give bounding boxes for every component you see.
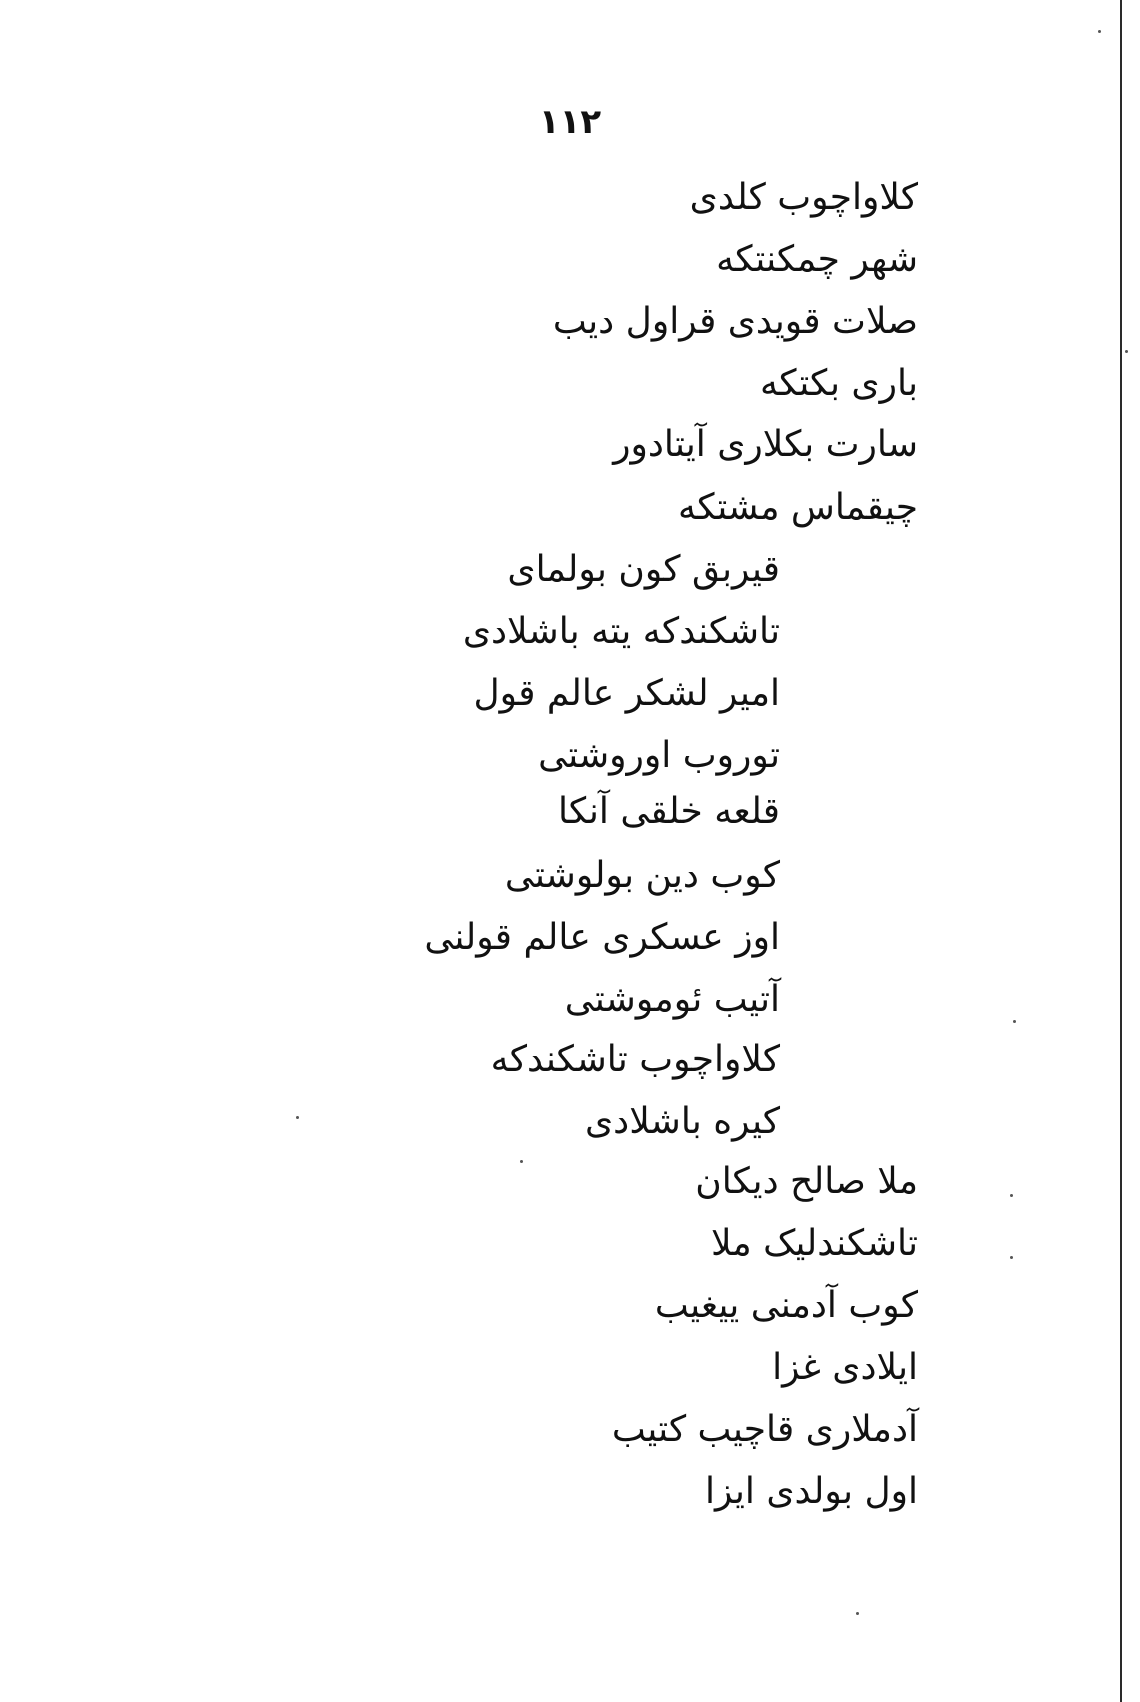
scan-speck bbox=[296, 1116, 299, 1119]
verse-line: شهر چمکنتکه bbox=[716, 239, 918, 280]
verse-line: اوز عسکری عالم قولنی bbox=[424, 917, 780, 958]
verse-line: ایلادی غزا bbox=[772, 1347, 918, 1388]
scan-speck bbox=[1010, 1194, 1013, 1197]
verse-line: کلاواچوب تاشکندکه bbox=[490, 1039, 780, 1080]
verse-line: توروب اوروشتی bbox=[538, 735, 780, 776]
scan-speck bbox=[1098, 30, 1101, 33]
scan-speck bbox=[1013, 1020, 1016, 1023]
scan-speck bbox=[856, 1612, 859, 1615]
verse-line: آدملاری قاچیب کتیب bbox=[611, 1409, 918, 1450]
verse-line: کوب دین بولوشتی bbox=[504, 855, 780, 896]
verse-line: کوب آدمنی ییغیب bbox=[654, 1285, 918, 1326]
verse-line: قلعه خلقی آنکا bbox=[558, 791, 780, 832]
page-number: ۱۱۲ bbox=[538, 102, 602, 142]
verse-line: تاشکندلیک ملا bbox=[710, 1223, 918, 1264]
verse-line: قیربق کون بولمای bbox=[507, 549, 780, 590]
scan-speck bbox=[520, 1160, 523, 1163]
verse-line: اول بولدی ایزا bbox=[705, 1471, 918, 1512]
scan-speck bbox=[1010, 1256, 1013, 1259]
verse-line: آتیب ئوموشتی bbox=[564, 979, 780, 1020]
verse-line: امیر لشکر عالم قول bbox=[473, 673, 780, 714]
verse-line: تاشکندکه یته باشلادی bbox=[462, 611, 780, 652]
verse-line: سارت بکلاری آیتادور bbox=[613, 424, 918, 465]
scan-speck bbox=[1125, 350, 1128, 353]
verse-line: کلاواچوب کلدی bbox=[689, 177, 918, 218]
verse-line: صلات قویدی قراول دیب bbox=[552, 301, 918, 342]
verse-line: کیره باشلادی bbox=[584, 1101, 780, 1142]
verse-line: ملا صالح دیکان bbox=[695, 1161, 918, 1202]
verse-line: باری بکتکه bbox=[760, 363, 918, 404]
page-edge-line bbox=[1120, 0, 1122, 1702]
verse-line: چیقماس مشتکه bbox=[678, 487, 918, 528]
